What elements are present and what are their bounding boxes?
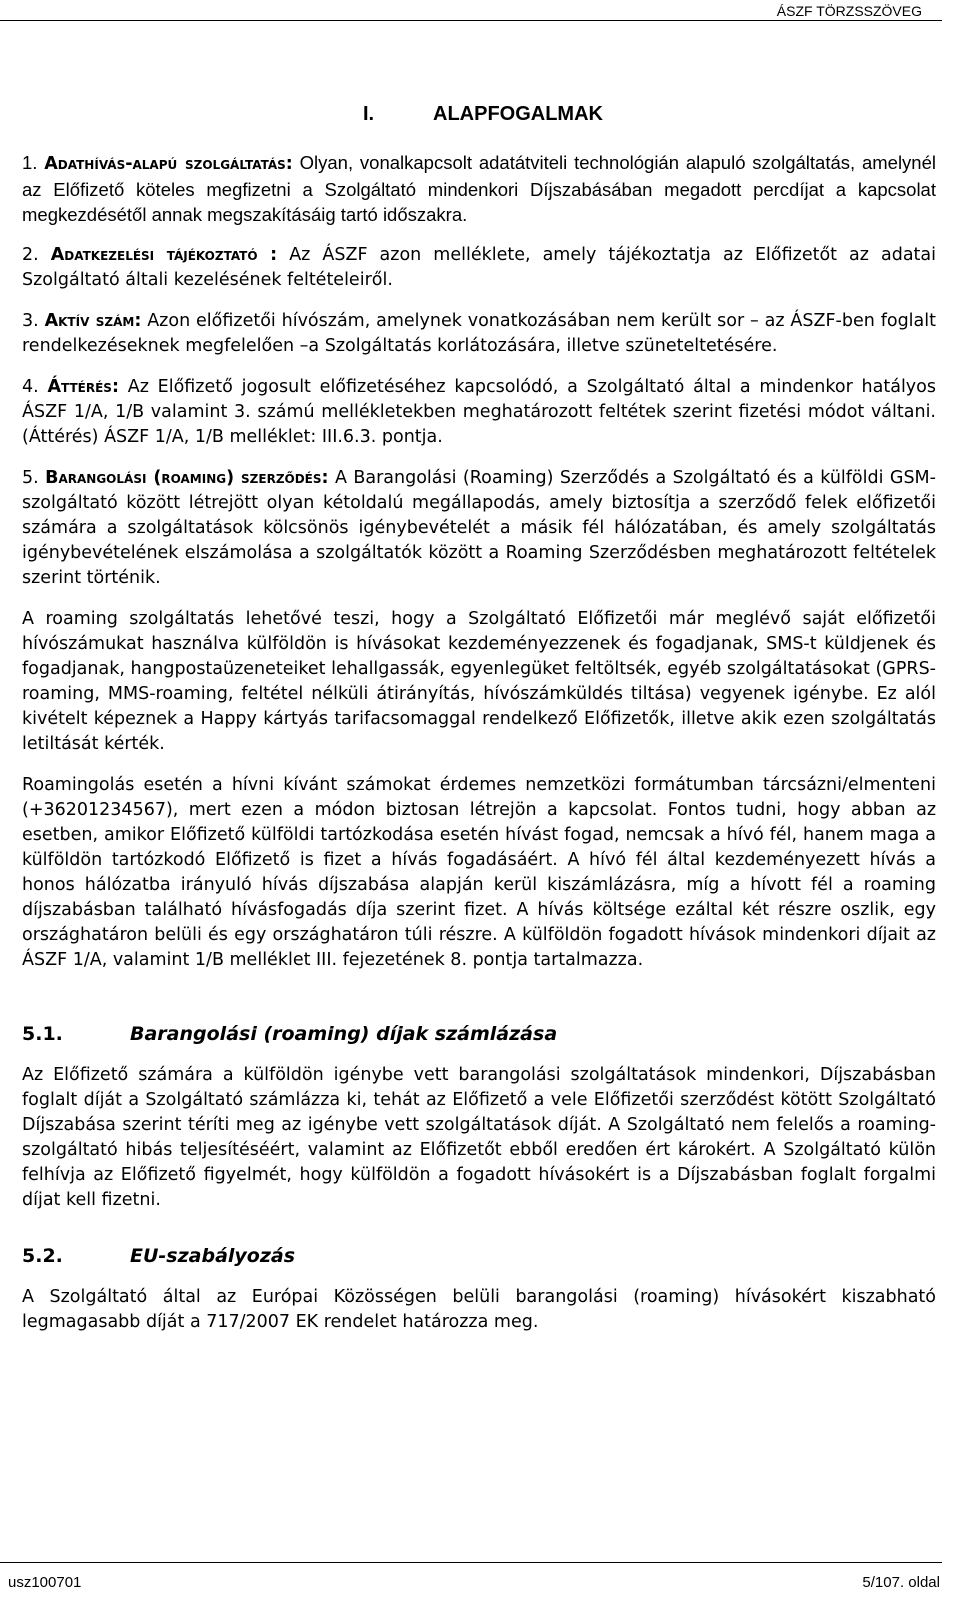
definition-number: 3. — [22, 311, 39, 331]
footer-page-number: 5/107. oldal — [862, 1574, 940, 1591]
body-paragraph: A roaming szolgáltatás lehetővé teszi, hogy a Szolgáltató Előfizetői már meglévő saját előfizetői hívószámukat használva külföldön is hívásokat kezdeményezzenek és fogadjanak, SMS-t küldjenek és fogadjanak, hangpostaüzeneteiket lehallgassák, egyenlegüket feltöltsék, egyéb szolgáltatásokat (GPRS-roaming, MMS-roaming, feltétel nélküli átirányítás, hívószámküldés tiltása) vegyenek igénybe. Ez alól kivételt képeznek a Happy kártyás tarifacsomaggal rendelkező Előfizetők, illetve akik ezen szolgáltatás letiltását kérték. — [22, 609, 936, 754]
definition-3 — [22, 309, 936, 359]
subsection-text: Az Előfizető számára a külföldön igénybe vett barangolási szolgáltatások mindenkori, Díjszabásban foglalt díját a Szolgáltató számlázza ki, tehát az Előfizető a vele Előfizetői szerződést kötött Szolgáltató Díjszabása szerint téríti meg az igénybe vett szolgáltatások díját. A Szolgáltató nem felelős a roaming-szolgáltató hibás teljesítéséért, valamint az Előfizetőt ebből eredően ért károkért. A Szolgáltató külön felhívja az Előfizető figyelmét, hogy külföldön a fogadott hívásokért is a Díjszabásban foglalt forgalmi díjat kell fizetni. — [22, 1065, 936, 1210]
definition-term: Barangolási (roaming) szerződés: — [45, 468, 329, 488]
section-title-text: ALAPFOGALMAK — [433, 103, 603, 125]
definition-number: 4. — [22, 377, 39, 397]
body-paragraph: Roamingolás esetén a hívni kívánt számokat érdemes nemzetközi formátumban tárcsázni/elmenteni (+36201234567), mert ezen a módon biztosan létrejön a kapcsolat. Fontos tudni, hogy abban az esetben, amikor Előfizető külföldi tartózkodása esetén hívást fogad, nemcsak a hívó fél, hanem maga a külföldön tartózkodó Előfizető is fizet a hívás fogadásáért. A hívó fél által kezdeményezett hívás a honos hálózatba irányuló hívás díjszabása alapján kerül kiszámlázásra, míg a hívott fél a roaming díjszabásban található hívásfogadás díja szerint fizet. A hívás költsége ezáltal két részre oszlik, egy országhatáron belüli és egy országhatáron túli részre. A külföldön fogadott hívások mindenkori díjait az ÁSZF 1/A, valamint 1/B melléklet III. fejezetének 8. pontja tartalmazza. — [22, 775, 936, 970]
definition-2 — [22, 243, 936, 293]
subsection-title: Barangolási (roaming) díjak számlázása — [130, 1023, 558, 1045]
definition-term: Adathívás-alapú szolgáltatás: — [44, 154, 293, 174]
definition-text: A Barangolási (Roaming) Szerződés a Szolgáltató és a külföldi GSM-szolgáltató között létrejött olyan kétoldalú megállapodás, amely biztosítja a szerződő felek előfizetői számára a szolgáltatások kölcsönös igénybevételét a másik fél hálózatában, és amely szolgáltatás igénybevételének elszámolása a szolgáltatók között a Roaming Szerződésben meghatározott feltételek szerint történik. — [22, 468, 936, 588]
page-footer — [0, 1562, 942, 1603]
definition-number: 5. — [22, 468, 39, 488]
section-title — [363, 103, 603, 126]
subsection-heading-5-2 — [22, 1243, 936, 1269]
header-label: ÁSZF TÖRZSSZÖVEG — [776, 3, 922, 19]
definition-number: 1. — [22, 152, 38, 173]
section-number: I. — [363, 103, 375, 125]
subsection-text: A Szolgáltató által az Európai Közösségen belüli barangolási (roaming) hívásokért kiszabható legmagasabb díját a 717/2007 EK rendelet határozza meg. — [22, 1287, 936, 1332]
definition-1 — [22, 150, 936, 227]
definition-text: Az Előfizető jogosult előfizetéséhez kapcsolódó, a Szolgáltató által a mindenkor hatályos ÁSZF 1/A, 1/B valamint 3. számú mellékletekben meghatározott feltétek szerint fizetési módot váltani. (Áttérés) ÁSZF 1/A, 1/B melléklet: III.6.3. pontja. — [22, 377, 936, 447]
definition-text: Az ÁSZF azon melléklete, amely tájékoztatja az Előfizetőt az adatai Szolgáltató általi kezelésének feltételeiről. — [22, 245, 936, 290]
subsection-number: 5.2. — [22, 1245, 63, 1267]
subsection-heading-5-1 — [22, 1021, 936, 1047]
header-rule — [0, 20, 942, 21]
subsection-title: EU-szabályozás — [130, 1245, 296, 1267]
definition-5 — [22, 466, 936, 591]
footer-doc-id: usz100701 — [8, 1574, 82, 1591]
definition-text: Olyan, vonalkapcsolt adatátviteli technológián alapuló szolgáltatás, amelynél az Előfizető köteles megfizetni a Szolgáltató mindenkori Díjszabásában megadott percdíjat a kapcsolat megkezdésétől annak megszakításáig tartó időszakra. — [22, 152, 936, 225]
definition-term: Aktív szám: — [44, 311, 142, 331]
definition-term: Adatkezelési tájékoztató : — [50, 245, 278, 265]
definition-number: 2. — [22, 245, 39, 265]
definition-term: Áttérés: — [47, 377, 119, 397]
subsection-number: 5.1. — [22, 1023, 63, 1045]
document-body — [22, 150, 936, 1365]
definition-text: Azon előfizetői hívószám, amelynek vonatkozásában nem került sor – az ÁSZF-ben foglalt rendelkezéseknek megfelelően –a Szolgáltatás korlátozására, illetve szüneteltetésére. — [22, 311, 936, 356]
definition-4 — [22, 375, 936, 450]
